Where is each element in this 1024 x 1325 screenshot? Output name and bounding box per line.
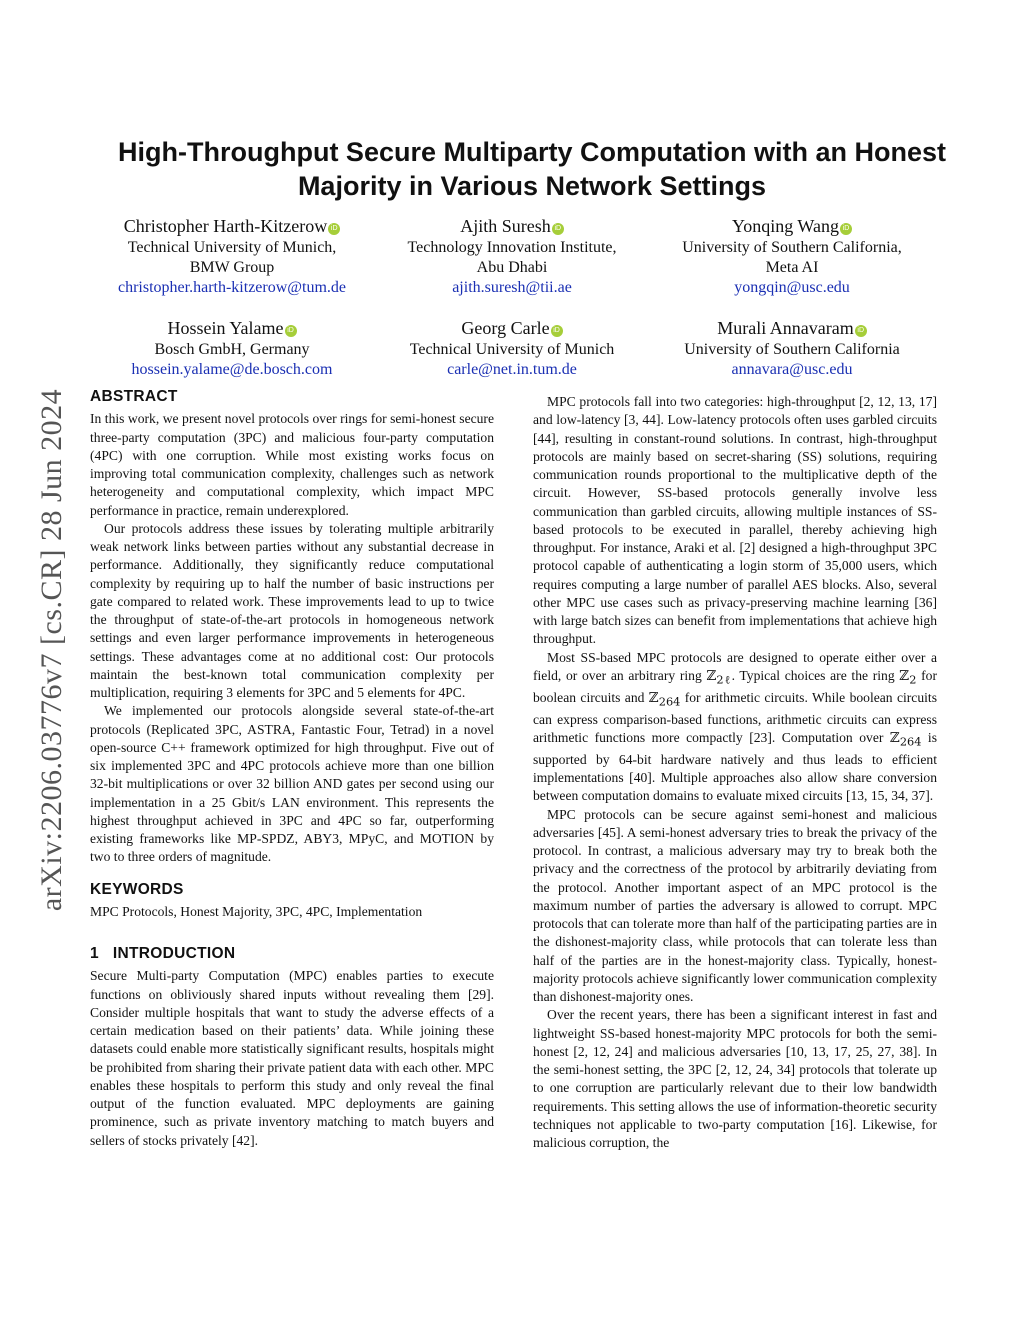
math-ring — [889, 729, 922, 749]
orcid-icon[interactable]: iD — [855, 325, 867, 337]
body-paragraph: MPC protocols fall into two categories: high-throughput [2, 12, 13, 17] and low-latency [3, 44]. Low-latency protocols often uses garbled circuits [44], resulting in constant-round solutions. In contrast, high-throughput protocols are mainly based on secret-sharing (SS) solutions, requiring communication rounds proportional to the multiplicative depth of the circuit. However, SS-based protocols generally involve less communication than garbled circuits, allowing multiple instances of SS-based protocols to be executed in parallel, thereby achieving high throughput. For instance, Araki et al. [2] designed a high-throughput 3PC protocol capable of authenticating a login storm of 35,000 users, which requires computing a large number of parallel AES blocks. Also, several other MPC use cases such as privacy-preserving machine learning [36] with large batch sizes can benefit from implementations that achieve high throughput. — [533, 394, 937, 647]
math-subscript: 2 — [909, 672, 917, 687]
author-email-link[interactable]: yongqin@usc.edu — [734, 279, 850, 296]
math-ring — [706, 667, 732, 687]
left-column — [90, 388, 494, 1150]
section-number: 1 — [90, 945, 99, 962]
keywords-heading: KEYWORDS — [90, 880, 184, 898]
paper-title: High-Throughput Secure Multiparty Computation with an Honest Majority in Various Network Settings — [118, 137, 946, 201]
math-subscript: 264 — [899, 734, 922, 749]
author-name: Ajith Suresh — [460, 216, 551, 236]
text-run: Most SS-based MPC protocols are designed to operate either over a field, or over an arbitrary ring — [533, 649, 937, 683]
body-paragraph: Over the recent years, there has been a significant interest in fast and lightweight SS-based honest-majority MPC protocols for both the semi-honest [2, 12, 24] and malicious adversaries [10, 13, 17, 25, 27, 38]. In the semi-honest setting, the 3PC [2, 12, 24, 34] protocols that tolerate up to one corruption are particularly relevant due to their low bandwidth requirements. This setting allows the use of information-theoretic security techniques not applicable to two-party computation [16]. Likewise, for malicious corruption, the — [533, 1007, 937, 1151]
right-column — [533, 393, 937, 1152]
math-symbol: ℤ — [889, 729, 900, 746]
author-name: Murali Annavaram — [717, 318, 854, 338]
author-affiliation: University of Southern California — [684, 341, 900, 358]
section-heading-introduction — [90, 945, 494, 963]
body-paragraph — [533, 649, 937, 806]
author-name: Georg Carle — [461, 318, 550, 338]
orcid-icon[interactable]: iD — [551, 325, 563, 337]
orcid-icon[interactable]: iD — [552, 223, 564, 235]
author-affiliation: Abu Dhabi — [476, 259, 548, 276]
author-name: Hossein Yalame — [167, 318, 284, 338]
author-email-link[interactable]: ajith.suresh@tii.ae — [452, 279, 572, 296]
author-card — [652, 316, 932, 380]
math-symbol: ℤ — [899, 667, 910, 684]
author-email-link[interactable]: annavara@usc.edu — [731, 361, 853, 378]
math-symbol: ℤ — [648, 689, 659, 706]
text-run: is supported by 64-bit hardware natively and thus leads to efficient implementations [40]. Multiple approaches also allow share conversion between computation domains to evaluate mixed circuits [13, 15, 34, 37]. — [533, 729, 937, 804]
author-card — [372, 316, 652, 380]
keywords-text: MPC Protocols, Honest Majority, 3PC, 4PC, Implementation — [90, 903, 423, 919]
text-run: for boolean circuits and — [533, 667, 937, 705]
abstract-paragraph: We implemented our protocols alongside several state-of-the-art protocols (Replicated 3PC, ASTRA, Fantastic Four, Tetrad) in a novel open-source C++ framework optimized for high throughput. Five out of six implemented 3PC and 4PC protocols achieve more than one billion 32-bit multiplications or over 32 billion AND gates per second using our implementation in a 25 Gbit/s LAN environment. This represents the highest throughput achieved in 3PC and 4PC so far, outperforming existing frameworks like MP-SPDZ, ABY3, MPyC, and MOTION by two to three orders of magnitude. — [90, 703, 494, 865]
author-affiliation: Meta AI — [765, 259, 819, 276]
author-email-link[interactable]: christopher.harth-kitzerow@tum.de — [118, 279, 346, 296]
author-email-link[interactable]: carle@net.in.tum.de — [447, 361, 577, 378]
author-card — [372, 214, 652, 298]
text-run: . Typical choices are the ring — [731, 667, 900, 683]
abstract-paragraph: Our protocols address these issues by tolerating multiple arbitrarily weak network links between parties without any substantial decrease in performance. Additionally, they significantly reduce computational complexity by requiring up to half the number of basic instructions per gate compared to related work. These improvements lead to up to twice the throughput of state-of-the-art protocols in homogeneous network settings and even larger performance improvements in heterogeneous settings. These advantages come at no additional cost: Our protocols maintain the best-known total communication complexity per multiplication, requiring 3 elements for 3PC and 5 elements for 4PC. — [90, 520, 494, 700]
math-subscript: 2ℓ — [716, 672, 732, 687]
author-row — [92, 214, 932, 298]
orcid-icon[interactable]: iD — [328, 223, 340, 235]
author-affiliation: Technical University of Munich — [409, 341, 615, 358]
author-block — [92, 214, 932, 380]
section-title: INTRODUCTION — [112, 945, 236, 962]
body-paragraph: MPC protocols can be secure against semi-honest and malicious adversaries [45]. A semi-honest adversary tries to break the privacy of the protocol. In contrast, a malicious adversary may try to break both the privacy and the correctness of the protocol by arbitrarily deviating from the protocol. Another important aspect of an MPC protocol is the maximum number of parties the adversary is allowed to corrupt. MPC protocols that can tolerate more than half of the participating parties are in the dishonest-majority class, while protocols that can tolerate less than half of the parties are in the honest-majority class. Typically, honest-majority protocols achieve significantly lower communication complexity than dishonest-majority ones. — [533, 806, 937, 1005]
orcid-icon[interactable]: iD — [285, 325, 297, 337]
author-affiliation: Technology Innovation Institute, — [407, 239, 617, 256]
abstract-paragraph: In this work, we present novel protocols over rings for semi-honest secure three-party computation (3PC) and malicious four-party computation (4PC) with one corruption. While most existing works focus on improving total communication complexity, challenges such as network heterogeneity and computational complexity, which impact MPC performance in practice, remain underexplored. — [90, 411, 494, 518]
author-card — [92, 214, 372, 298]
author-affiliation: Bosch GmbH, Germany — [154, 341, 310, 358]
author-name: Christopher Harth-Kitzerow — [123, 216, 328, 236]
text-run: for arithmetic circuits. While boolean circuits can express comparison-based functions, arithmetic circuits can express arithmetic functions more compactly [23]. Computation over — [533, 689, 937, 745]
abstract-heading: ABSTRACT — [90, 388, 178, 405]
author-affiliation: BMW Group — [189, 259, 275, 276]
math-symbol: ℤ — [706, 667, 717, 684]
author-card — [652, 214, 932, 298]
author-card — [92, 316, 372, 380]
orcid-icon[interactable]: iD — [840, 223, 852, 235]
arxiv-identifier[interactable]: arXiv:2206.03776v7 [cs.CR] 28 Jun 2024 — [35, 388, 68, 912]
author-affiliation: Technical University of Munich, — [127, 239, 337, 256]
math-ring — [648, 689, 681, 709]
author-email-link[interactable]: hossein.yalame@de.bosch.com — [131, 361, 333, 378]
math-subscript: 264 — [658, 694, 681, 709]
author-name: Yonqing Wang — [732, 216, 839, 236]
author-affiliation: University of Southern California, — [682, 239, 902, 256]
math-ring — [899, 667, 917, 687]
body-paragraph: Secure Multi-party Computation (MPC) enables parties to execute functions on obliviously shared inputs without revealing them [29]. Consider multiple hospitals that want to study the adverse effects of a certain medication based on their patients’ data. While joining these datasets could enable more statistically significant results, hospitals might be prohibited from sharing their private patient data with each other. MPC enables these hospitals to perform this study and only reveal the final output of the function evaluated. MPC deployments are gaining prominence, such as private inventory matching to match buyers and sellers of stocks privately [42]. — [90, 968, 494, 1148]
author-row — [92, 316, 932, 380]
